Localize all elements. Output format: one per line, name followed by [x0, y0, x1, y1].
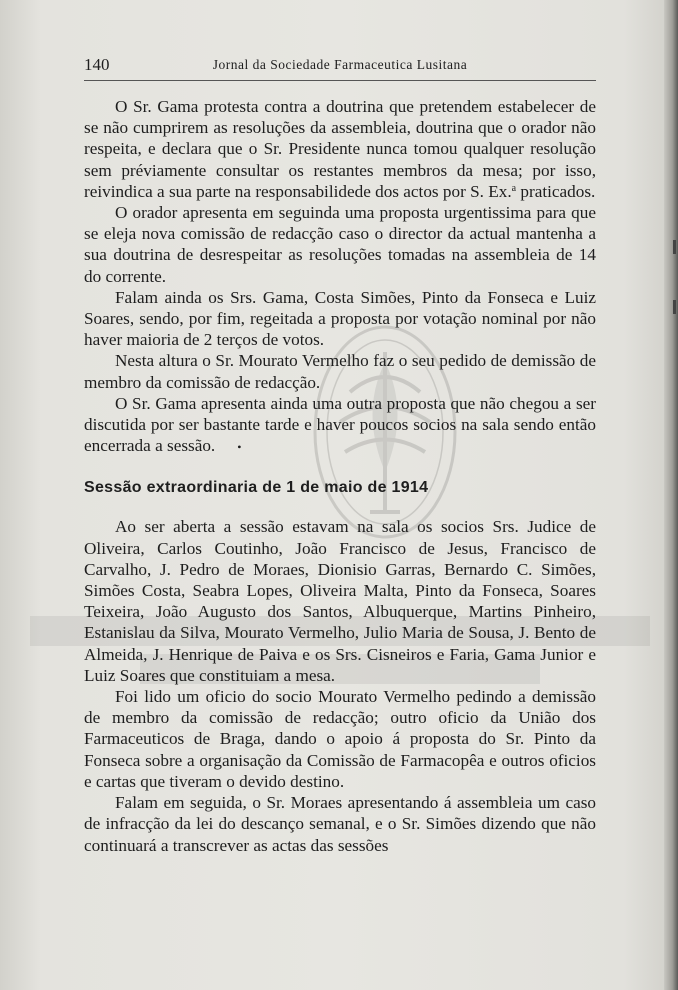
section-heading: Sessão extraordinaria de 1 de maio de 1914: [84, 479, 429, 497]
paragraph: O orador apresenta em seguinda uma proposta urgentissima para que se eleja nova comissão de redacção caso o director da actual mantenha a sua doutrina de desrespeitar as resoluções tomadas na assembleia de 14 do corrente.: [84, 203, 596, 286]
superscript: a: [511, 182, 517, 194]
edge-mark: [673, 240, 676, 254]
paragraph-text: O Sr. Gama protesta contra a doutrina que pretendem estabelecer de se não cumprirem as resoluções da assembleia, doutrina que o orador não respeita, e declara que o Sr. Presidente nunca tomou qualquer resolução sem préviamente consultar os restantes membros da mesa; por isso, reivindica a sua parte na responsabilidede dos actos por S. Ex.: [84, 97, 596, 201]
stray-mark: •: [237, 440, 242, 455]
paragraph: Nesta altura o Sr. Mourato Vermelho faz o seu pedido de demissão de membro da comissão de redacção.: [84, 351, 596, 392]
paragraph: Foi lido um oficio do socio Mourato Vermelho pedindo a demissão de membro da comissão de redacção; outro oficio da União dos Farmaceuticos de Braga, dando o apoio á proposta do Sr. Pinto da Fonseca sobre a organisação da Comissão de Farmacopêa e outros oficios e cartas que tiveram o devido destino.: [84, 687, 596, 791]
edge-mark: [673, 300, 676, 314]
page-header: [84, 54, 596, 81]
paragraph-text: praticados.: [516, 181, 596, 201]
page-edge-shadow: [664, 0, 678, 990]
running-title: Jornal da Sociedade Farmaceutica Lusitana: [212, 57, 468, 72]
paragraph: Falam ainda os Srs. Gama, Costa Simões, Pinto da Fonseca e Luiz Soares, sendo, por fim, regeitada a proposta por votação nominal por não haver maioria de 2 terços de votos.: [84, 287, 596, 350]
paragraph-text: O Sr. Gama apresenta ainda uma outra proposta que não chegou a ser discutida por ser bastante tarde e haver poucos socios na sala sendo então encerrada a sessão.: [84, 393, 596, 456]
paragraph: [84, 96, 596, 202]
paragraph: Falam em seguida, o Sr. Moraes apresentando á assembleia um caso de infracção da lei do descanço semanal, e o Sr. Simões dizendo que não continuará a transcrever as actas das sessões: [84, 793, 596, 855]
paragraph: Ao ser aberta a sessão estavam na sala os socios Srs. Judice de Oliveira, Carlos Coutinho, João Francisco de Jesus, Francisco de Carvalho, J. Pedro de Moraes, Dionisio Garras, Bernardo C. Simões, Simões Costa, Seabra Lopes, Oliveira Malta, Pinto da Fonseca, Soares Teixeira, João Augusto dos Santos, Albuquerque, Martins Pinheiro, Estanislau da Silva, Mourato Vermelho, Julio Maria de Sousa, J. Bento de Almeida, J. Henrique de Paiva e os Srs. Cisneiros e Faria, Gama Junior e Luiz Soares que constituiam a mesa.: [84, 517, 596, 685]
page-body: [84, 96, 596, 856]
paragraph: [84, 393, 596, 459]
page-number: 140: [84, 55, 110, 74]
